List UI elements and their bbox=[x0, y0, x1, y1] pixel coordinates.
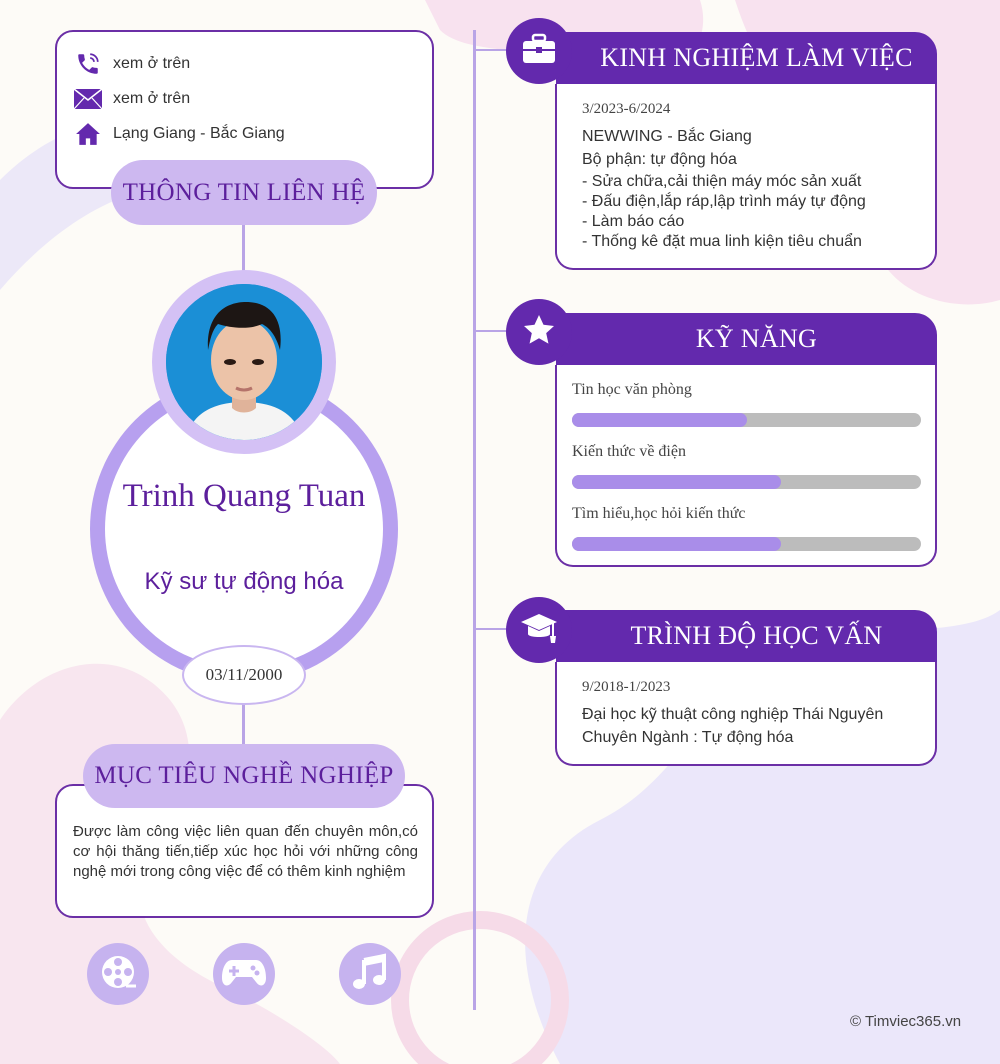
contact-address bbox=[73, 120, 285, 148]
skill-bar-fill bbox=[572, 537, 781, 551]
connector-contact-avatar bbox=[242, 222, 245, 274]
gamepad-icon bbox=[222, 956, 266, 993]
objective-section-title: MỤC TIÊU NGHỀ NGHIỆP bbox=[83, 744, 405, 808]
contact-section-title: THÔNG TIN LIÊN HỆ bbox=[111, 160, 377, 225]
education-line: Chuyên Ngành : Tự động hóa bbox=[582, 729, 794, 746]
contact-phone-text: xem ở trên bbox=[113, 55, 191, 72]
footer-credit[interactable]: © Timviec365.vn bbox=[850, 1013, 962, 1030]
skill-bar-fill bbox=[572, 413, 747, 427]
briefcase-icon bbox=[521, 33, 557, 70]
connector-dob-objective bbox=[242, 703, 245, 748]
home-icon bbox=[73, 120, 103, 148]
experience-line: - Đấu điện,lắp ráp,lập trình máy tự động bbox=[582, 193, 866, 210]
contact-email[interactable] bbox=[73, 85, 190, 113]
timeline-line bbox=[473, 30, 476, 1010]
skill-bar-track bbox=[572, 413, 921, 427]
objective-text: Được làm công việc liên quan đến chuyên môn,có cơ hội thăng tiến,tiếp xúc học hỏi với những công nghệ mới trong công việc để có thêm kinh nghiệm bbox=[73, 823, 418, 880]
experience-line: NEWWING - Bắc Giang bbox=[582, 128, 752, 145]
education-section-title: TRÌNH ĐỘ HỌC VẤN bbox=[556, 610, 937, 662]
experience-section-title: KINH NGHIỆM LÀM VIỆC bbox=[556, 32, 937, 84]
contact-email-text: xem ở trên bbox=[113, 90, 191, 107]
graduation-cap-icon bbox=[519, 610, 559, 651]
education-date: 9/2018-1/2023 bbox=[582, 679, 671, 695]
email-icon bbox=[73, 85, 103, 113]
skill-bar-track bbox=[572, 475, 921, 489]
hobby-games bbox=[213, 943, 275, 1005]
skill-label: Kiến thức về điện bbox=[572, 443, 686, 460]
education-line: Đại học kỹ thuật công nghiệp Thái Nguyên bbox=[582, 706, 884, 723]
experience-badge bbox=[506, 18, 572, 84]
skill-label: Tìm hiểu,học hỏi kiến thức bbox=[572, 505, 746, 522]
skills-card bbox=[555, 365, 937, 567]
skills-badge bbox=[506, 299, 572, 365]
experience-line: Bộ phận: tự động hóa bbox=[582, 151, 737, 168]
hobby-music bbox=[339, 943, 401, 1005]
education-card bbox=[555, 662, 937, 766]
education-badge bbox=[506, 597, 572, 663]
hobby-film bbox=[87, 943, 149, 1005]
skill-bar-track bbox=[572, 537, 921, 551]
date-of-birth: 03/11/2000 bbox=[182, 645, 306, 705]
profile-name: Trinh Quang Tuan bbox=[122, 478, 366, 514]
contact-address-text: Lạng Giang - Bắc Giang bbox=[113, 125, 285, 142]
film-reel-icon bbox=[98, 952, 138, 997]
experience-line: - Thống kê đặt mua linh kiện tiêu chuẩn bbox=[582, 233, 862, 250]
experience-line: - Sửa chữa,cải thiện máy móc sản xuất bbox=[582, 173, 862, 190]
star-icon bbox=[521, 312, 557, 353]
skill-bar-fill bbox=[572, 475, 781, 489]
music-note-icon bbox=[350, 952, 390, 997]
profile-photo bbox=[166, 284, 322, 440]
contact-phone[interactable] bbox=[73, 50, 190, 78]
profile-role: Kỹ sư tự động hóa bbox=[144, 568, 344, 595]
skill-label: Tin học văn phòng bbox=[572, 381, 692, 398]
experience-line: - Làm báo cáo bbox=[582, 213, 685, 230]
phone-icon bbox=[73, 50, 103, 78]
skills-section-title: KỸ NĂNG bbox=[556, 313, 937, 365]
experience-card bbox=[555, 84, 937, 270]
experience-date: 3/2023-6/2024 bbox=[582, 101, 671, 117]
